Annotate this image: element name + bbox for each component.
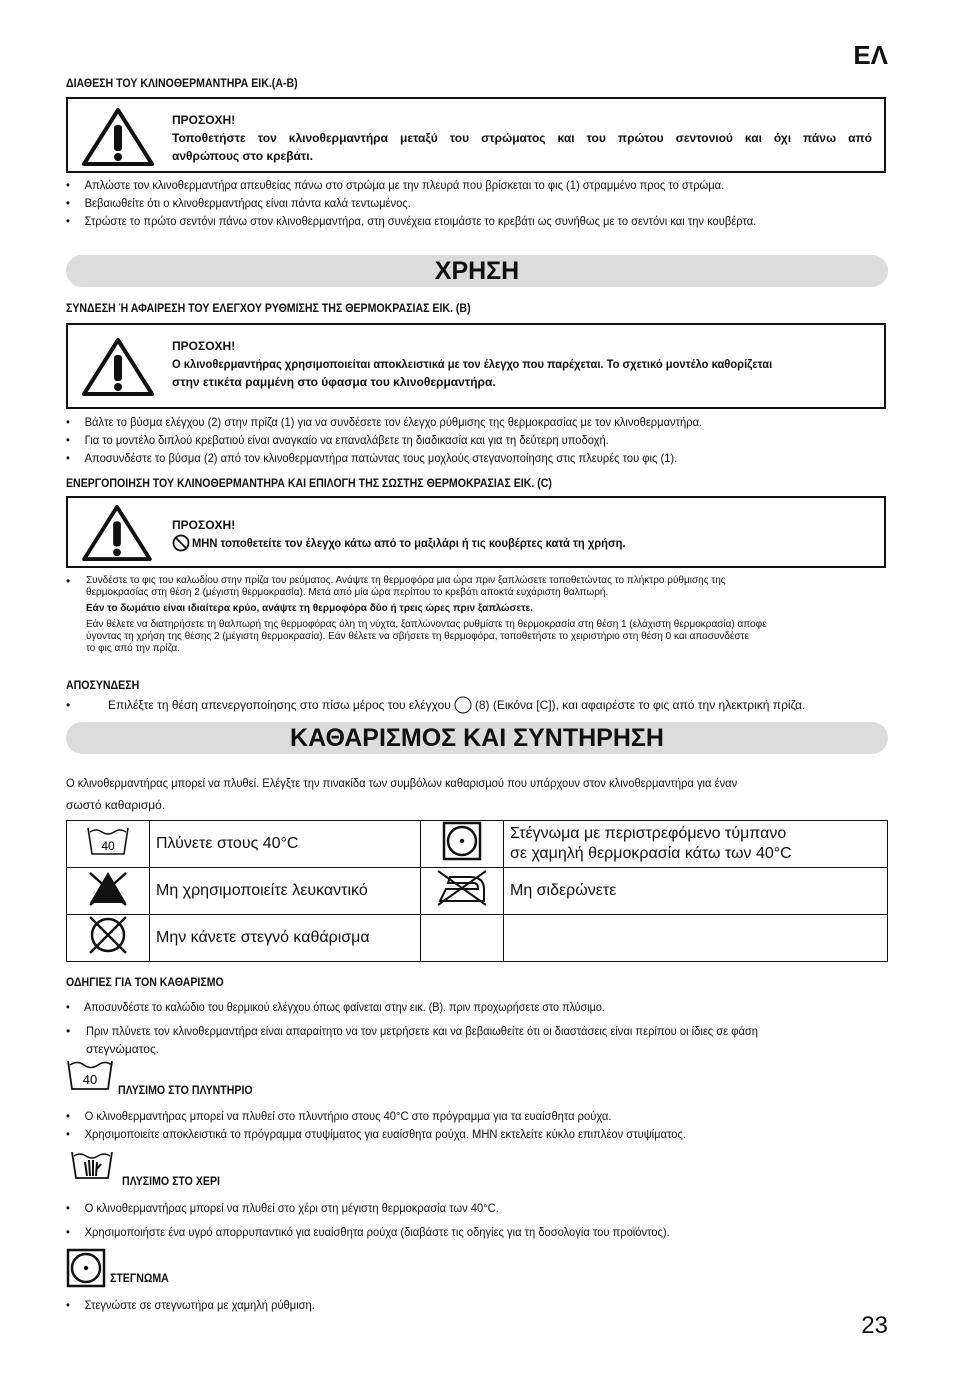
bullet-list-cleaning (66, 998, 888, 1058)
power-off-icon (453, 696, 473, 714)
table-row (67, 821, 888, 868)
section-heading-placement: ΔΙΑΘΕΣΗ ΤΟΥ ΚΛΙΝΟΘΕΡΜΑΝΤΗΡΑ ΕΙΚ.(A-B) (66, 78, 298, 90)
section-heading-hand-wash: ΠΛΥΣΙΜΟ ΣΤΟ ΧΕΡΙ (122, 1176, 220, 1188)
warning-text-line: Ο κλινοθερμαντήρας χρησιμοποιείται αποκλειστικά με τον έλεγχο που παρέχεται. Το σχετικό μοντέλο καθορίζεται (172, 357, 773, 371)
symbol-desc: Πλύνετε στους 40°C (150, 821, 421, 868)
symbol-desc: σε χαμηλή θερμοκρασία κάτω των 40°C (510, 845, 792, 862)
tumble-dry-low-icon (442, 821, 482, 861)
list-item: • Απλώστε τον κλινοθερμαντήρα απευθείας πάνω στο στρώμα με την πλευρά που βρίσκεται το φις (1) στραμμένο προς το στρώμα. (66, 176, 830, 194)
warning-text-line: ΜΗΝ τοποθετείτε τον έλεγχο κάτω από το μαξιλάρι ή τις κουβέρτες κατά τη χρήση. (192, 536, 626, 550)
section-band-cleaning: ΚΑΘΑΡΙΣΜΟΣ ΚΑΙ ΣΥΝΤΗΡΗΣΗ (66, 722, 888, 754)
warning-triangle-icon (82, 335, 154, 399)
list-item: • Βάλτε το βύσμα ελέγχου (2) στην πρίζα (1) για να συνδέσετε τον έλεγχο ρύθμισης της θερμοκρασίας με τον κλινοθερμαντήρα. (66, 413, 830, 431)
warning-title: ΠΡΟΣΟΧΗ! (172, 113, 236, 127)
page-number: 23 (861, 1312, 888, 1339)
paragraph-line: το φις από την πρίζα. (86, 643, 180, 654)
section-heading-cleaning-instructions: ΟΔΗΓΙΕΣ ΓΙΑ ΤΟΝ ΚΑΘΑΡΙΣΜΟ (66, 977, 224, 989)
section-band-use: ΧΡΗΣΗ (66, 255, 888, 287)
paragraph-line: Ο κλινοθερμαντήρας μπορεί να πλυθεί. Ελέγξτε την πινακίδα των συμβόλων καθαρισμού που υπάρχουν στον κλινοθερμαντήρα για έναν (66, 776, 738, 790)
bullet-list-connection (66, 413, 888, 467)
paragraph-line: σωστό καθαρισμό. (66, 798, 166, 812)
wash-40-icon (86, 824, 130, 858)
paragraph-bold: Εάν το δωμάτιο είναι ιδιαίτερα κρύο, ανάψτε τη θερμοφόρα δύο ή τρεις ώρες πριν ξαπλώσετε. (86, 603, 534, 614)
paragraph-line: θερμοκρασίας στη θέση 2 (μέγιστη θερμοκρασία). Μετά από μία ώρα περίπου το κρεβάτι αποκτά ευχάριστη θαλπωρή. (86, 587, 609, 598)
wash-temp-label: 40 (82, 1072, 98, 1087)
paragraph-line: ύγοντας τη χρήση της θέσης 2 (μέγιστη θερμοκρασία). Εάν θέλετε να σβήσετε τη θερμοφόρα, τοποθετήστε το χειριστήριο στη θέση 0 και αποσυνδέστε (86, 631, 749, 642)
warning-box-placement (66, 97, 886, 173)
disconnect-text: Επιλέξτε τη θέση απενεργοποίησης στο πίσω μέρος του ελέγχου (108, 698, 451, 712)
bullet-list-hand (66, 1199, 888, 1241)
symbol-desc: Μη σιδερώνετε (504, 868, 888, 915)
symbol-desc: Στέγνωμα με περιστρεφόμενο τύμπανο (510, 825, 787, 842)
warning-text-line: ανθρώπους στο κρεβάτι. (172, 149, 313, 163)
bullet-list-machine (66, 1107, 888, 1143)
section-heading-activation: ΕΝΕΡΓΟΠΟΙΗΣΗ ΤΟΥ ΚΛΙΝΟΘΕΡΜΑΝΤΗΡΑ ΚΑΙ ΕΠΙΛΟΓΗ ΤΗΣ ΣΩΣΤΗΣ ΘΕΡΜΟΚΡΑΣΙΑΣ ΕΙΚ. (C) (66, 478, 552, 490)
no-dry-clean-icon (86, 915, 130, 955)
language-code: ΕΛ (853, 40, 888, 70)
paragraph-line: Συνδέστε το φις του καλωδίου στην πρίζα του ρεύματος. Ανάψτε τη θερμοφόρα μια ώρα πριν ξαπλώσετε τοποθετώντας το πλήκτρο ρύθμισης της (86, 575, 726, 586)
warning-box-activation (66, 496, 886, 568)
section-heading-disconnect: ΑΠΟΣΥΝΔΕΣΗ (66, 680, 140, 692)
list-item (66, 1022, 888, 1058)
prohibited-icon (172, 534, 190, 552)
list-item: • Για το μοντέλο διπλού κρεβατιού είναι αναγκαίο να επαναλάβετε τη διαδικασία και για τη δεύτερη υποδοχή. (66, 431, 830, 449)
cleaning-intro (66, 772, 888, 816)
no-bleach-icon (86, 869, 130, 907)
warning-text-line: Τοποθετήστε τον κλινοθερμαντήρα μεταξύ του στρώματος και του πρώτου σεντονιού και όχι πάνω από (172, 131, 872, 145)
disconnect-line: • Επιλέξτε τη θέση απενεργοποίησης στο πίσω μέρος του ελέγχου (8) (Εικόνα [C]), και αφαιρέστε το φις από την ηλεκτρική πρίζα. (66, 698, 806, 712)
section-heading-drying: ΣΤΕΓΝΩΜΑ (110, 1273, 169, 1285)
section-heading-machine-wash: ΠΛΥΣΙΜΟ ΣΤΟ ΠΛΥΝΤΗΡΙΟ (118, 1085, 253, 1097)
section-heading-connection: ΣΥΝΔΕΣΗ Ή ΑΦΑΙΡΕΣΗ ΤΟΥ ΕΛΕΓΧΟΥ ΡΥΘΜΙΣΗΣ ΤΗΣ ΘΕΡΜΟΚΡΑΣΙΑΣ ΕΙΚ. (B) (66, 303, 471, 315)
warning-triangle-icon (82, 107, 154, 167)
list-item: • Ο κλινοθερμαντήρας μπορεί να πλυθεί στο χέρι στη μέγιστη θερμοκρασία των 40°C. (66, 1199, 830, 1217)
list-item: • Στρώστε το πρώτο σεντόνι πάνω στον κλινοθερμαντήρα, στη συνέχεια ετοιμάστε το κρεβάτι ως συνήθως με το σεντόνι και την κουβέρτα. (66, 212, 830, 230)
list-item: • Ο κλινοθερμαντήρας μπορεί να πλυθεί στο πλυντήριο στους 40°C στο πρόγραμμα για τα ευαίσθητα ρούχα. (66, 1107, 830, 1125)
list-item: • Χρησιμοποιήστε ένα υγρό απορρυπαντικό για ευαίσθητα ρούχα (διαβάστε τις οδηγίες για τη δοσολογία του προϊόντος). (66, 1223, 830, 1241)
paragraph-line: Εάν θέλετε να διατηρήσετε τη θαλπωρή της θερμοφόρας όλη τη νύχτα, ξαπλώνοντας ρυθμίστε τη θερμοκρασία στη θέση 1 (ελάχιστη θερμοκρασία) αποφε (86, 619, 767, 630)
care-symbols-table (66, 820, 888, 962)
bullet-list-drying (66, 1296, 888, 1314)
symbol-desc: Μη χρησιμοποιείτε λευκαντικό (150, 868, 421, 915)
list-item: • Αποσυνδέστε το καλώδιο του θερμικού ελέγχου όπως φαίνεται στην εικ. (B). πριν προχωρήσετε στο πλύσιμο. (66, 998, 806, 1016)
list-item: • Στεγνώστε σε στεγνωτήρα με χαμηλή ρύθμιση. (66, 1296, 830, 1314)
warning-title: ΠΡΟΣΟΧΗ! (172, 339, 236, 353)
list-item: • Βεβαιωθείτε ότι ο κλινοθερμαντήρας είναι πάντα καλά τεντωμένος. (66, 194, 830, 212)
warning-text-line: στην ετικέτα ραμμένη στο ύφασμα του κλινοθερμαντήρα. (172, 375, 496, 389)
disconnect-text: (8) (Εικόνα [C]), και αφαιρέστε το φις από την ηλεκτρική πρίζα. (474, 698, 806, 712)
wash-temp-label: 40 (101, 839, 115, 853)
list-item: • Χρησιμοποιείτε αποκλειστικά το πρόγραμμα στυψίματος για ευαίσθητα ρούχα. ΜΗΝ εκτελείτε κύκλο επιπλέον στυψίματος. (66, 1125, 830, 1143)
table-row (67, 868, 888, 915)
warning-title: ΠΡΟΣΟΧΗ! (172, 518, 236, 532)
hand-wash-icon (70, 1148, 114, 1180)
activation-paragraphs: • Συνδέστε το φις του καλωδίου στην πρίζα του ρεύματος. Ανάψτε τη θερμοφόρα μια ώρα πριν ξαπλώσετε τοποθετώντας το πλήκτρο ρύθμισης της θερμοκρασίας στη θέση 2 (μέγιστη θερμοκρασία). Μετά από μία ώρα περίπου το κρεβάτι αποκτά ευχάριστη θαλπωρή. Εάν το δωμάτιο είναι ιδιαίτερα κρύο, ανάψτε τη θερμοφόρα δύο ή τρεις ώρες πριν ξαπλώσετε. Εάν θέλετε να διατηρήσετε τη θαλπωρή της θερμοφόρας όλη τη νύχτα, ξαπλώνοντας ρυθμίστε τη θερμοκρασία στη θέση 1 (ελάχιστη θερμοκρασία) αποφε ύγοντας τη χρήση της θέσης 2 (μέγιστη θερμοκρασία). Εάν θέλετε να σβήσετε τη θερμοφόρα, τοποθετήστε το χειριστήριο στη θέση 0 και αποσυνδέστε το φις από την πρίζα. (66, 575, 888, 655)
warning-triangle-icon (82, 504, 152, 562)
table-row (67, 915, 888, 962)
tumble-dry-icon (66, 1248, 106, 1288)
list-item: • Αποσυνδέστε το βύσμα (2) από τον κλινοθερμαντήρα πατώντας τους μοχλούς στεγανοποίησης στις πλευρές του φις (1). (66, 449, 830, 467)
bullet-list-placement (66, 176, 888, 230)
warning-box-control (66, 323, 886, 409)
machine-wash-40-icon (66, 1057, 114, 1093)
list-item-line: στεγνώματος. (86, 1042, 160, 1056)
symbol-desc: Μην κάνετε στεγνό καθάρισμα (150, 915, 421, 962)
list-item-line: • Πριν πλύνετε τον κλινοθερμαντήρα είναι απαραίτητο να τον μετρήσετε και να βεβαιωθείτε ότι οι διαστάσεις είναι περίπου οι ίδιες σε φάση (86, 1024, 759, 1038)
no-iron-icon (434, 869, 490, 907)
